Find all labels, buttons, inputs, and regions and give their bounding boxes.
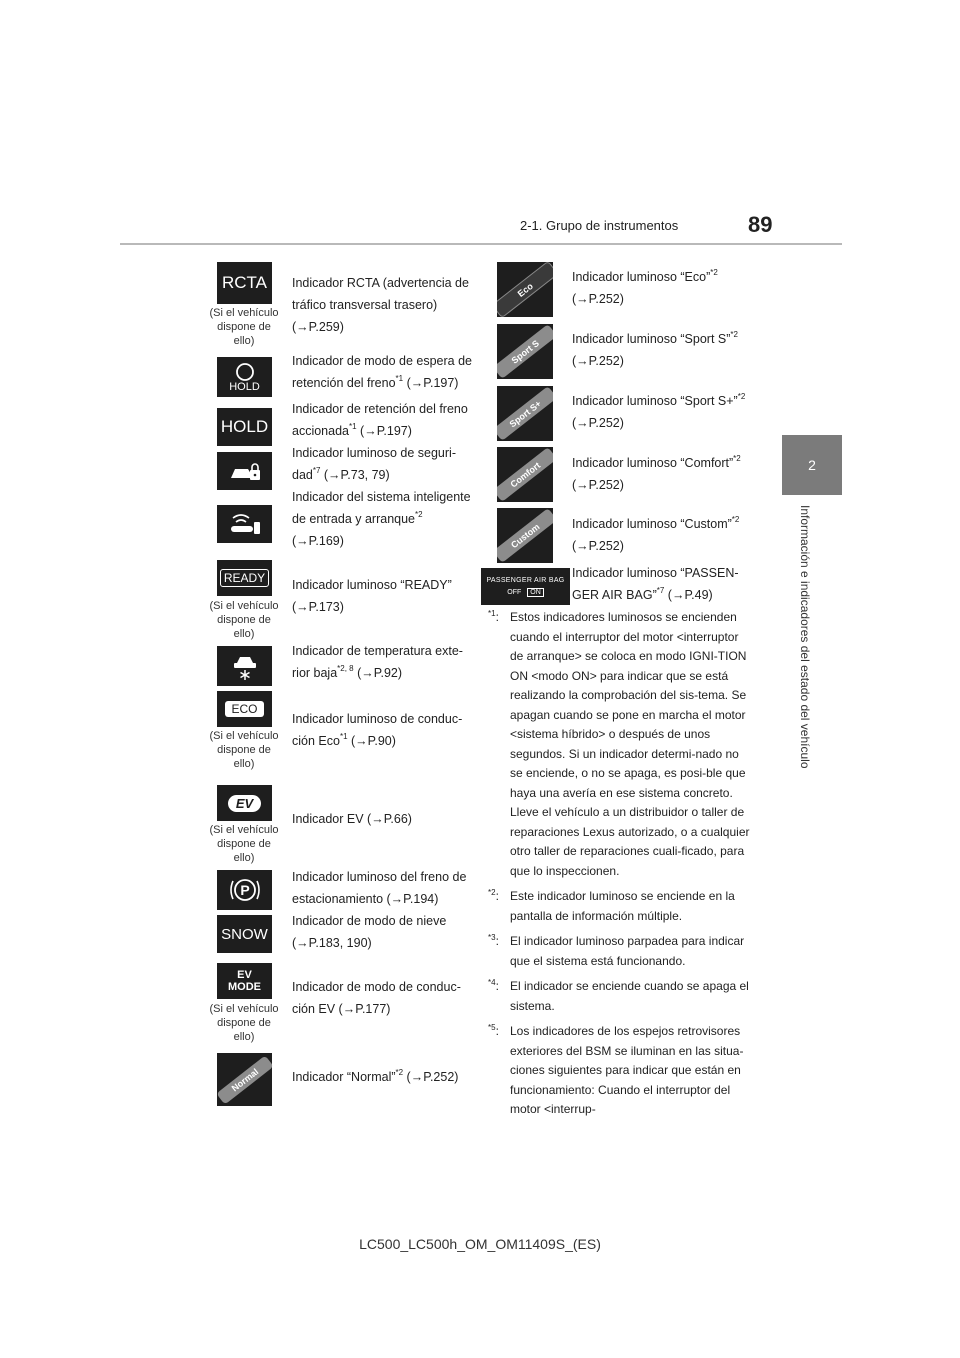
custom-description: Indicador luminoso “Custom”$^{*2}$ (→P.252) [572,515,740,553]
security-icon [217,452,272,490]
icon-caption: (Si el vehículo dispone de ello) [209,307,279,347]
hold-standby-description: Indicador de modo de espera de retención del freno$^{*1}$ (→P.197) [292,354,472,390]
icon-caption: (Si el vehículo dispone de ello) [209,824,279,864]
hold-description: Indicador de retención del freno accionada$^{*1}$ (→P.197) [292,402,468,438]
eco-mode-icon: Eco [497,262,553,317]
normal-mode-description: Indicador “Normal”$^{*2}$ (→P.252) [292,1068,459,1084]
parking-brake-description: Indicador luminoso del freno de estacionamiento (→P.194) [292,870,467,906]
rcta-icon: RCTA [217,262,272,304]
icon-caption: (Si el vehículo dispone de ello) [209,1003,279,1043]
ev-description: Indicador EV (→P.66) [292,812,412,826]
chapter-side-label: Información e indicadores del estado del vehículo [798,505,812,769]
ready-description: Indicador luminoso “READY” (→P.173) [292,578,452,614]
section-title: 2-1. Grupo de instrumentos [520,218,679,233]
sport-s-plus-description: Indicador luminoso “Sport S+”$^{*2}$ (→P.252) [572,392,746,430]
smart-key-icon [217,505,272,543]
eco-mode-description: Indicador luminoso “Eco”$^{*2}$ (→P.252) [572,268,718,306]
eco-drive-icon: ECO [217,691,272,727]
hold-icon: HOLD [217,408,272,446]
ev-icon: EV [217,785,272,821]
ready-icon: READY [217,560,272,596]
normal-mode-icon: Normal [217,1053,272,1106]
icon-caption: (Si el vehículo dispone de ello) [209,730,279,770]
low-temp-icon [217,646,272,686]
smart-key-description: Indicador del sistema inteligente de entrada y arranque$^{*2}$ (→P.169) [292,490,471,548]
snow-description: Indicador de modo de nieve (→P.183, 190) [292,914,447,950]
rcta-description: Indicador RCTA (advertencia de tráfico transversal trasero) (→P.259) [292,276,469,334]
passenger-airbag-description: Indicador luminoso “PASSEN-GER AIR BAG”$^{*7}$ (→P.49) [572,566,739,602]
sport-s-plus-icon: Sport S+ [497,386,553,441]
passenger-airbag-icon: PASSENGER AIR BAG OFF ON [481,568,570,605]
sport-s-icon: Sport S [497,324,553,379]
comfort-icon: Comfort [497,447,553,502]
page-number: 89 [748,212,773,237]
footnotes [488,608,752,1126]
passenger-airbag-on-icon: ON [527,588,544,597]
footnote: $^{*3}$: El indicador luminoso parpadea para indicar que el sistema está funcionando. [488,933,745,968]
ev-mode-description: Indicador de modo de conduc-ción EV (→P.177) [292,980,461,1016]
eco-drive-description: Indicador luminoso de conduc-ción Eco$^{*1}$ (→P.90) [292,712,463,748]
low-temp-description: Indicador de temperatura exte-rior baja$^{*2, 8}$ (→P.92) [292,644,463,680]
footnote: $^{*5}$: Los indicadores de los espejos retrovisores exteriores del BSM se iluminan en las situa-ciones siguientes para indicar que están en funcionamiento: Cuando el interruptor del motor <interrup- [488,1023,744,1116]
footnote: $^{*2}$: Este indicador luminoso se enciende en la pantalla de información múltiple. [488,888,735,923]
ev-mode-icon: EV MODE [217,963,272,999]
hold-standby-icon: HOLD [217,357,272,397]
security-description: Indicador luminoso de seguri-dad$^{*7}$ (→P.73, 79) [292,446,456,482]
sport-s-description: Indicador luminoso “Sport S”$^{*2}$ (→P.252) [572,330,738,368]
footnote: $^{*1}$: Estos indicadores luminosos se encienden cuando el interruptor del motor <interruptor de arranque> se coloca en modo IGNI-TION ON <modo ON> para indicar que se está realizando la comprobación del sis-tema. Se apagan cuando se pone en marcha el motor <sistema híbrido> o después de unos segundos. Si un indicador determi-nado no se enciende, o no se apaga, es posi-ble que haya una avería en ese sistema concreto. Lleve el vehículo a un distribuidor o taller de reparaciones Lexus autorizado, o a cualquier otro taller de reparaciones cuali-ficado, para que lo inspeccionen. [488,609,750,878]
comfort-description: Indicador luminoso “Comfort”$^{*2}$ (→P.252) [572,454,741,492]
custom-icon: Custom [497,508,553,563]
svg-text:P: P [239,882,250,898]
header-divider [120,243,842,245]
chapter-tab[interactable]: 2 [782,435,842,495]
snow-icon: SNOW [217,915,272,953]
footnote: $^{*4}$: El indicador se enciende cuando se apaga el sistema. [488,978,749,1013]
icon-caption: (Si el vehículo dispone de ello) [209,600,279,640]
document-footer: LC500_LC500h_OM_OM11409S_(ES) [359,1236,601,1252]
parking-brake-icon [217,870,272,910]
passenger-airbag-off-icon: OFF [507,588,522,596]
